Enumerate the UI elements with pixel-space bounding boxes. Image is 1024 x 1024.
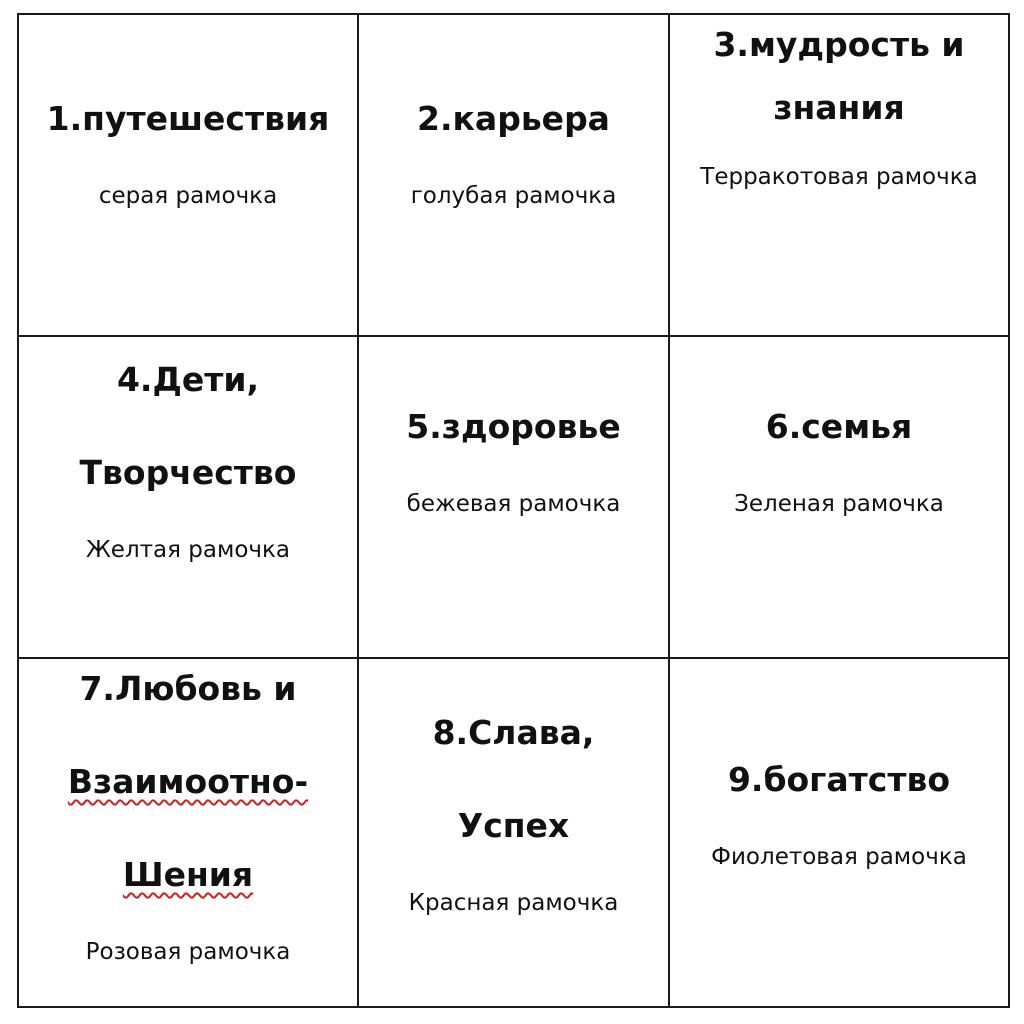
cell-family: [670, 337, 1008, 659]
cell-title: 2.карьера: [417, 99, 610, 138]
cell-health: [359, 337, 670, 659]
cell-subtitle: Желтая рамочка: [86, 537, 290, 563]
cell-wealth: [670, 659, 1008, 1006]
cell-title: 4.Дети,: [116, 360, 260, 399]
cell-travel: [19, 15, 359, 337]
cell-subtitle: голубая рамочка: [410, 183, 617, 209]
cell-title: знания: [773, 88, 905, 127]
cell-subtitle: Розовая рамочка: [85, 939, 291, 965]
cell-love: [19, 659, 359, 1006]
cell-career: [359, 15, 670, 337]
cell-children: [19, 337, 359, 659]
cell-subtitle: Красная рамочка: [408, 890, 619, 916]
cell-title: Успех: [457, 806, 570, 845]
cell-fame: [359, 659, 670, 1006]
cell-subtitle: Фиолетовая рамочка: [711, 844, 967, 870]
cell-title: 6.семья: [765, 407, 913, 446]
cell-title: 5.здоровье: [406, 407, 621, 446]
cell-title: 8.Слава,: [432, 713, 595, 752]
cell-title: Взаимоотно-: [67, 762, 309, 801]
cell-title: Творчество: [79, 453, 297, 492]
cell-title: 7.Любовь и: [79, 669, 297, 708]
cell-title: 3.мудрость и: [713, 25, 965, 64]
cell-wisdom: [670, 15, 1008, 337]
cell-title: Шения: [122, 855, 254, 894]
cell-title: 1.путешествия: [46, 99, 330, 138]
cell-subtitle: Терракотовая рамочка: [700, 164, 978, 190]
cell-subtitle: бежевая рамочка: [406, 491, 621, 517]
bagua-table: [17, 13, 1010, 1008]
cell-subtitle: серая рамочка: [98, 183, 278, 209]
cell-title: 9.богатство: [727, 760, 951, 799]
cell-subtitle: Зеленая рамочка: [734, 491, 944, 517]
